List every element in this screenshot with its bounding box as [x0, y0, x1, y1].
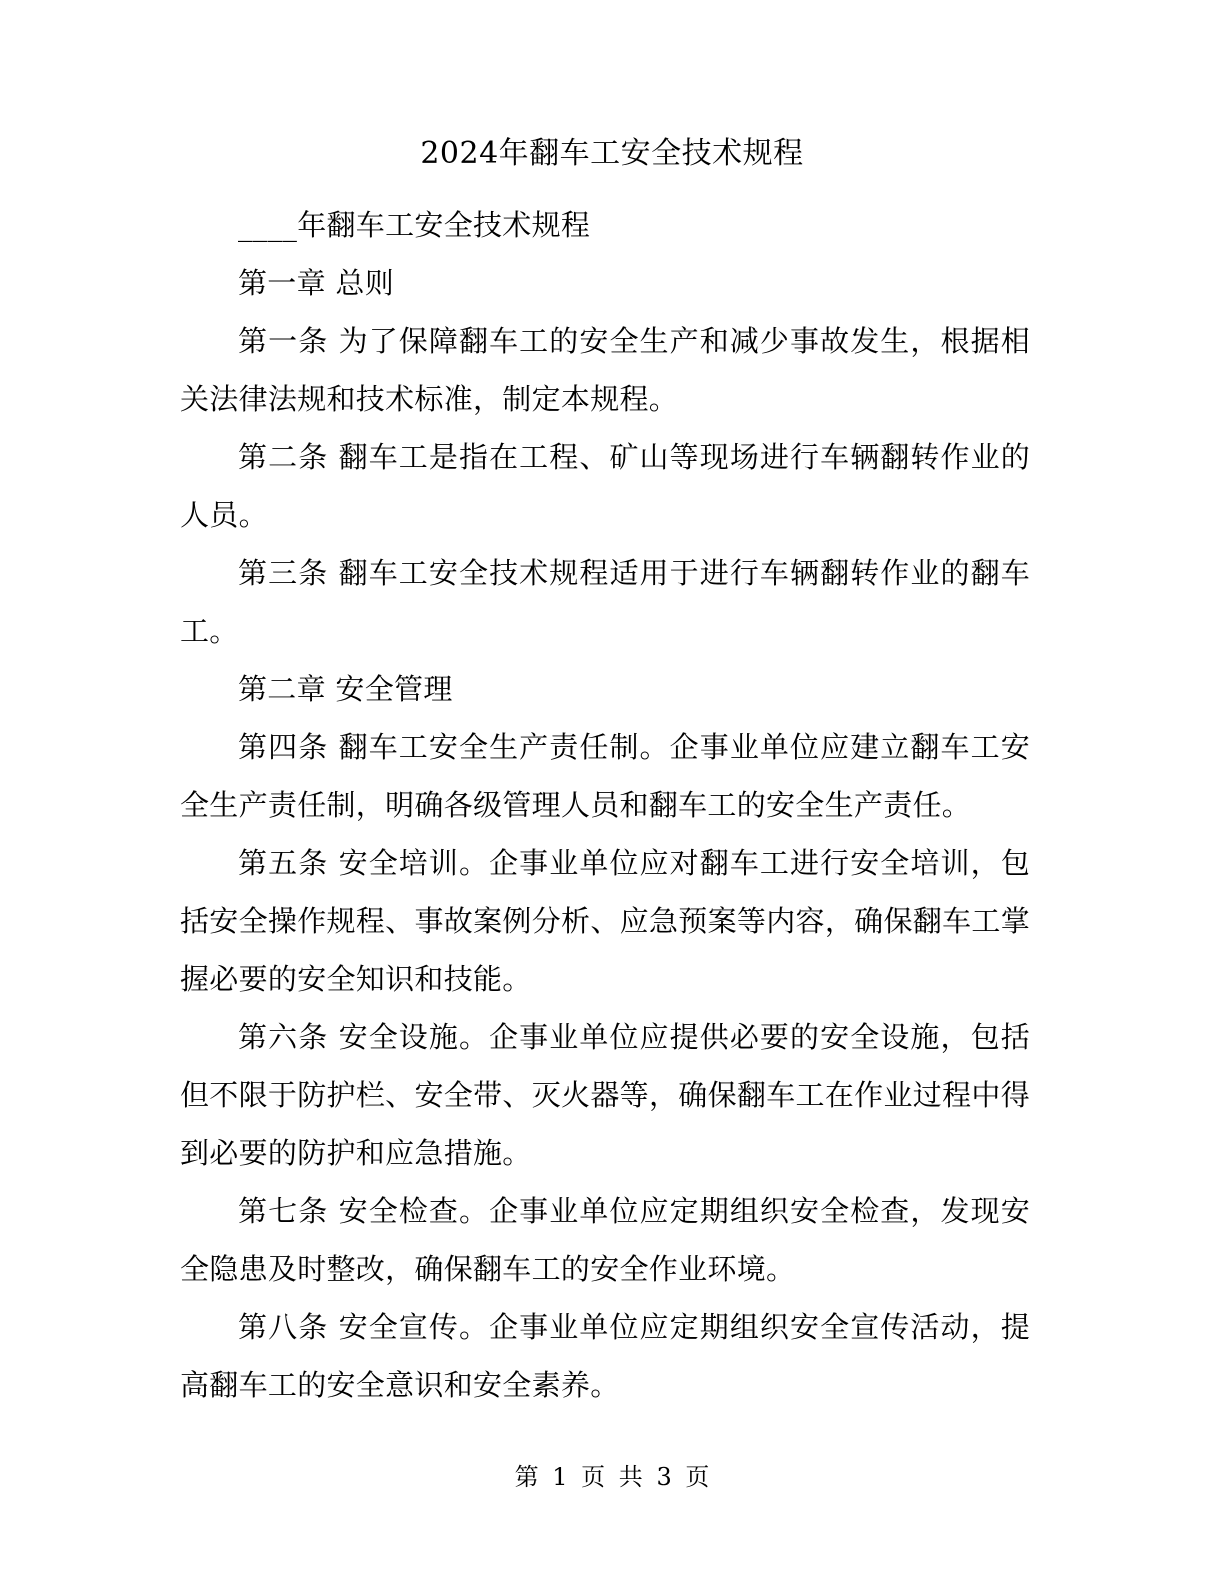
article-3: 第三条 翻车工安全技术规程适用于进行车辆翻转作业的翻车工。	[180, 556, 1030, 648]
article-7: 第七条 安全检查。企事业单位应定期组织安全检查，发现安全隐患及时整改，确保翻车工的安全作业环境。	[180, 1194, 1030, 1286]
article-4: 第四条 翻车工安全生产责任制。企事业单位应建立翻车工安全生产责任制，明确各级管理人员和翻车工的安全生产责任。	[180, 730, 1030, 822]
page-number-footer: 第 1 页 共 3 页	[514, 1463, 710, 1491]
chapter-heading-1: 第一章 总则	[238, 266, 395, 300]
article-8: 第八条 安全宣传。企事业单位应定期组织安全宣传活动，提高翻车工的安全意识和安全素养。	[180, 1310, 1030, 1402]
subtitle-line: ____年翻车工安全技术规程	[238, 208, 591, 242]
document-body	[180, 196, 1030, 1414]
article-1: 第一条 为了保障翻车工的安全生产和减少事故发生，根据相关法律法规和技术标准，制定本规程。	[180, 324, 1030, 416]
page-title: 2024年翻车工安全技术规程	[420, 136, 804, 171]
article-5: 第五条 安全培训。企事业单位应对翻车工进行安全培训，包括安全操作规程、事故案例分析、应急预案等内容，确保翻车工掌握必要的安全知识和技能。	[180, 846, 1030, 996]
chapter-heading-2: 第二章 安全管理	[238, 672, 453, 706]
article-6: 第六条 安全设施。企事业单位应提供必要的安全设施，包括但不限于防护栏、安全带、灭火器等，确保翻车工在作业过程中得到必要的防护和应急措施。	[180, 1020, 1030, 1170]
article-2: 第二条 翻车工是指在工程、矿山等现场进行车辆翻转作业的人员。	[180, 440, 1030, 532]
